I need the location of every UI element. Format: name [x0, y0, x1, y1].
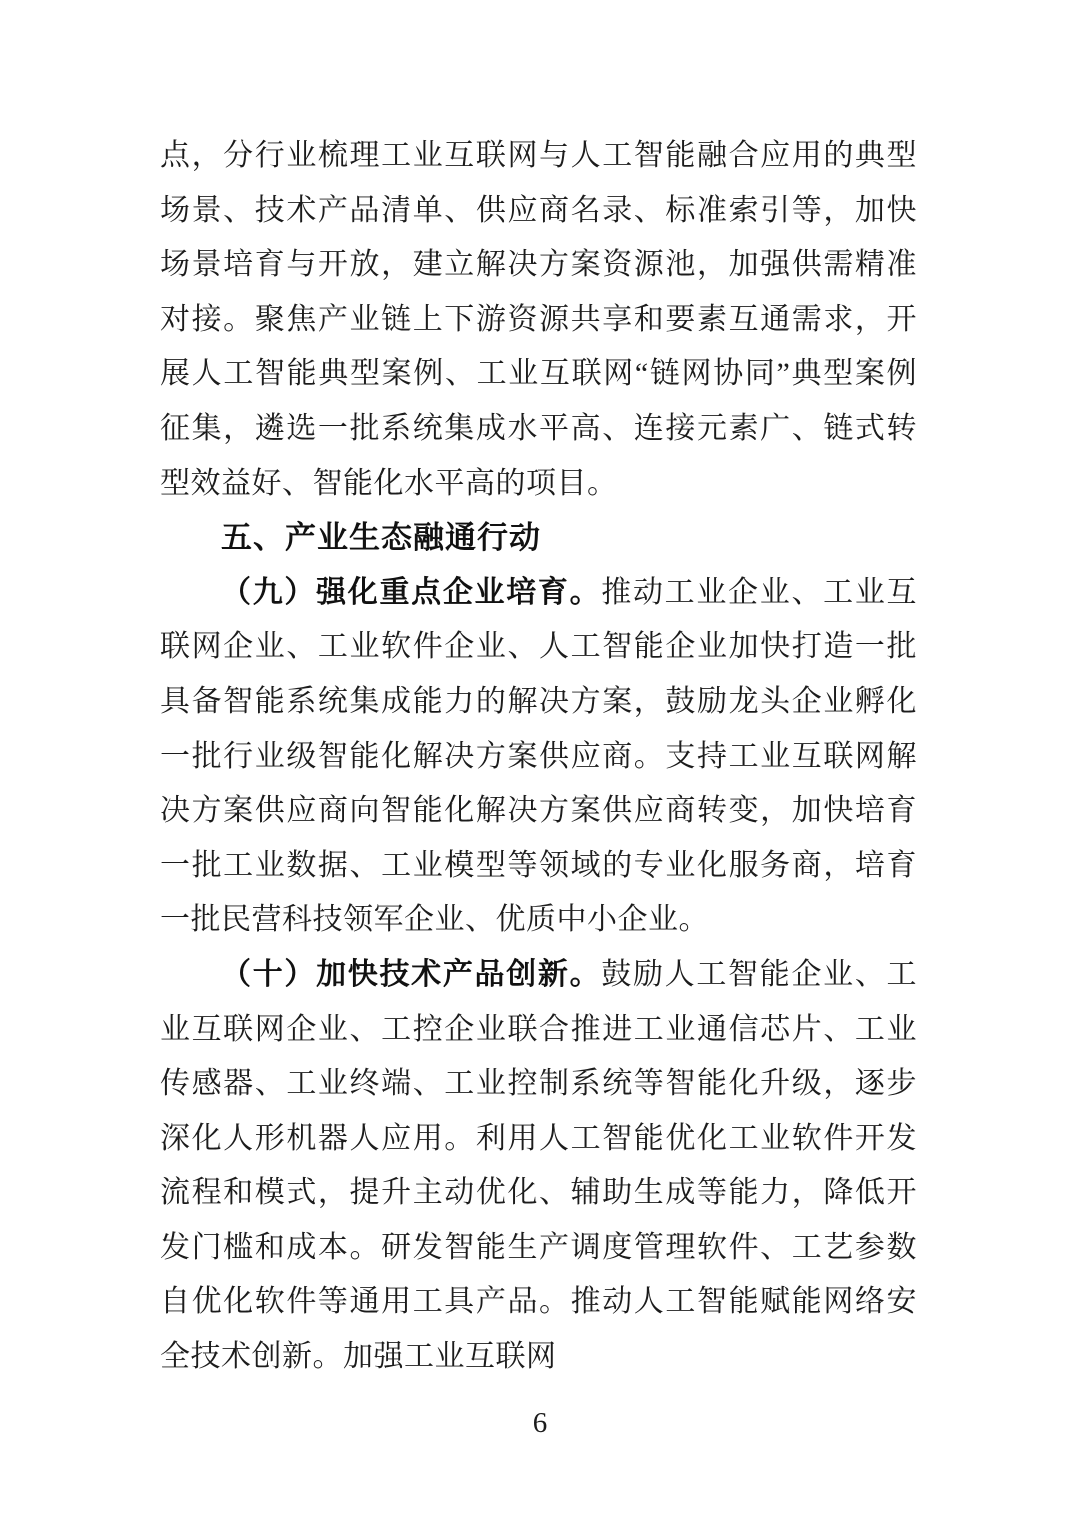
page-number: 6 [532, 1407, 548, 1439]
paragraph-10-text: 鼓励人工智能企业、工业互联网企业、工控企业联合推进工业通信芯片、工业传感器、工业终端、工业控制系统等智能化升级，逐步深化人形机器人应用。利用人工智能优化工业软件开发流程和模式，提升主动优化、辅助生成等能力，降低开发门槛和成本。研发智能生产调度管理软件、工艺参数自优化软件等通用工具产品。推动人工智能赋能网络安全技术创新。加强工业互联网 [160, 957, 918, 1374]
paragraph-item-10 [160, 948, 917, 1385]
document-content [160, 129, 917, 1385]
paragraph-9-text: 推动工业企业、工业互联网企业、工业软件企业、人工智能企业加快打造一批具备智能系统集成能力的解决方案，鼓励龙头企业孵化一批行业级智能化解决方案供应商。支持工业互联网解决方案供应商向智能化解决方案供应商转变，加快培育一批工业数据、工业模型等领域的专业化服务商，培育一批民营科技领军企业、优质中小企业。 [160, 575, 918, 937]
paragraph-continuation: 点，分行业梳理工业互联网与人工智能融合应用的典型场景、技术产品清单、供应商名录、标准索引等，加快场景培育与开放，建立解决方案资源池，加强供需精准对接。聚焦产业链上下游资源共享和要素互通需求，开展人工智能典型案例、工业互联网“链网协同”典型案例征集，遴选一批系统集成水平高、连接元素广、链式转型效益好、智能化水平高的项目。 [160, 139, 917, 500]
section-heading-5: 五、产业生态融通行动 [221, 520, 541, 556]
paragraph-10-lead: （十）加快技术产品创新。 [221, 957, 602, 991]
paragraph-item-9 [160, 566, 917, 948]
paragraph-9-lead: （九）强化重点企业培育。 [221, 575, 602, 609]
